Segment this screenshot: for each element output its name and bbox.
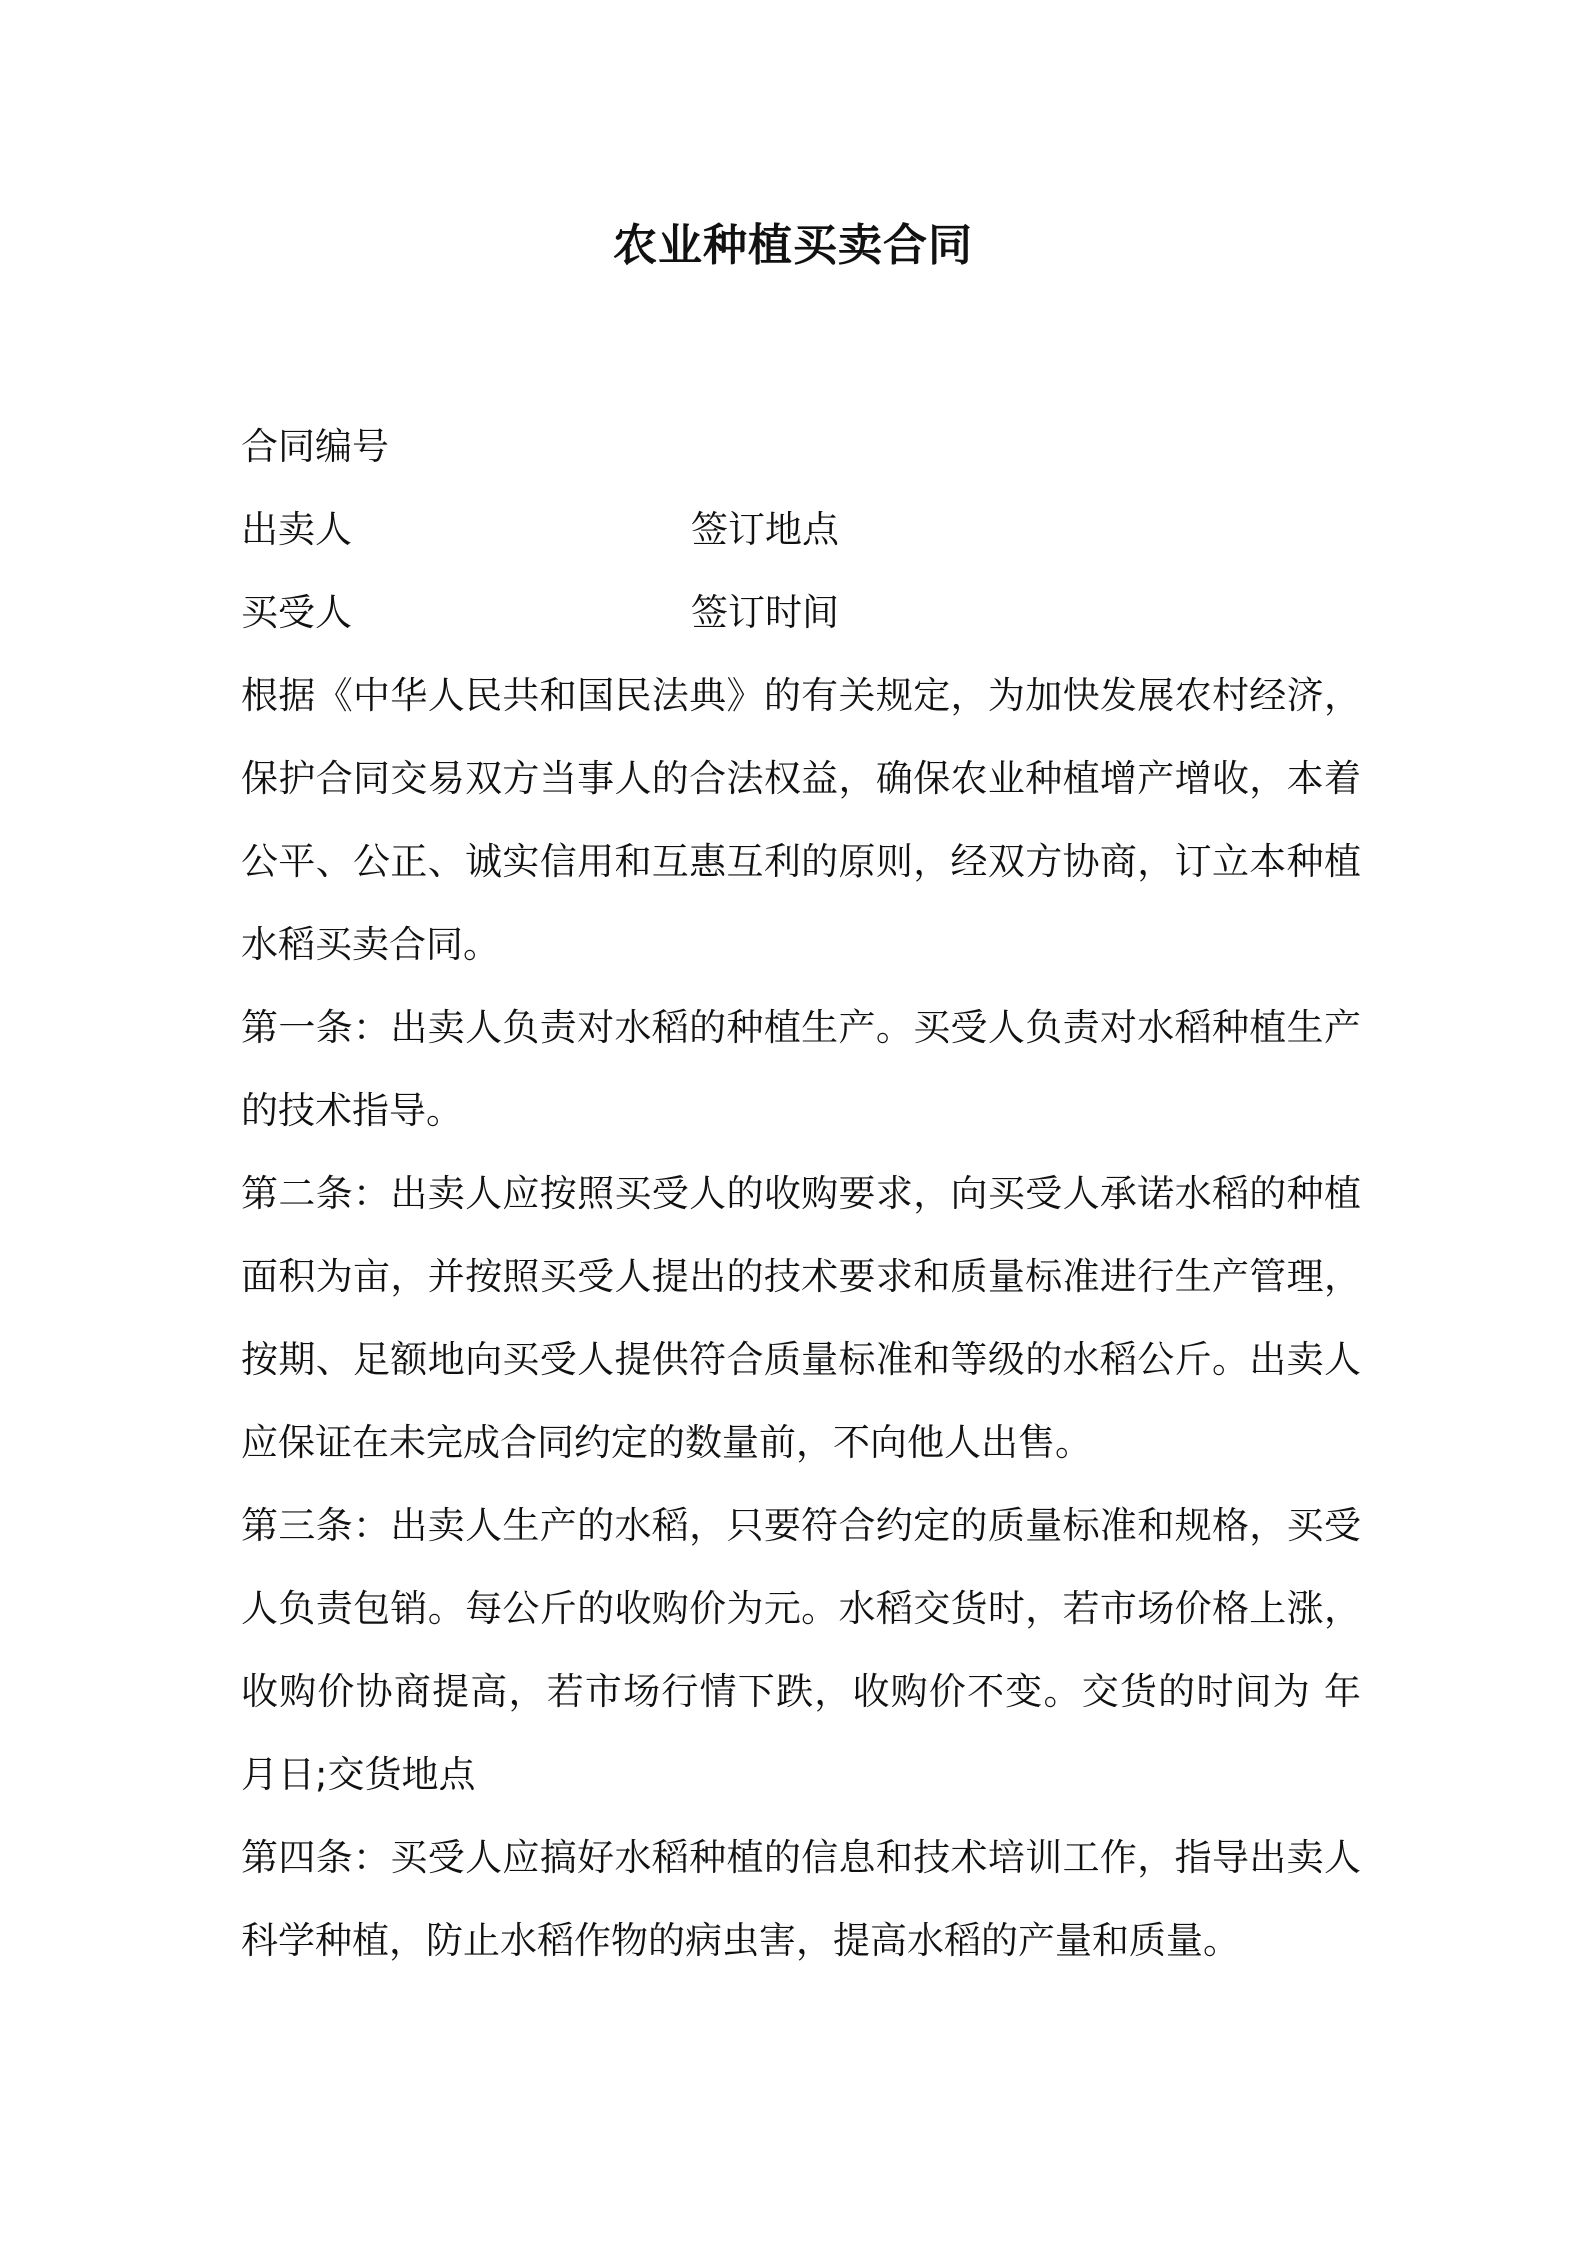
buyer-label: 买受人: [241, 591, 352, 634]
document-body: [241, 405, 1361, 1982]
article-3-paragraph: 第三条：出卖人生产的水稻，只要符合约定的质量标准和规格，买受人负责包销。每公斤的收购价为元。水稻交货时，若市场价格上涨，收购价协商提高，若市场行情下跌，收购价不变。交货的时间为 年 月日;交货地点: [241, 1504, 1361, 1796]
buyer-row: [241, 571, 1361, 654]
document-title: 农业种植买卖合同: [613, 220, 973, 271]
preamble-paragraph: 根据《中华人民共和国民法典》的有关规定，为加快发展农村经济，保护合同交易双方当事人的合法权益，确保农业种植增产增收，本着公平、公正、诚实信用和互惠互利的原则，经双方协商，订立本种植水稻买卖合同。: [241, 674, 1361, 966]
article-2-paragraph: 第二条：出卖人应按照买受人的收购要求，向买受人承诺水稻的种植面积为亩，并按照买受人提出的技术要求和质量标准进行生产管理，按期、足额地向买受人提供符合质量标准和等级的水稻公斤。出卖人应保证在未完成合同约定的数量前，不向他人出售。: [241, 1172, 1361, 1464]
article-4-paragraph: 第四条：买受人应搞好水稻种植的信息和技术培训工作，指导出卖人科学种植，防止水稻作物的病虫害，提高水稻的产量和质量。: [241, 1836, 1361, 1962]
seller-row: [241, 488, 1361, 571]
seller-label: 出卖人: [241, 508, 352, 551]
contract-number-label: 合同编号: [241, 425, 389, 468]
article-1-paragraph: 第一条：出卖人负责对水稻的种植生产。买受人负责对水稻种植生产的技术指导。: [241, 1006, 1361, 1132]
signing-time-label: 签订时间: [691, 591, 839, 634]
signing-place-label: 签订地点: [691, 508, 839, 551]
